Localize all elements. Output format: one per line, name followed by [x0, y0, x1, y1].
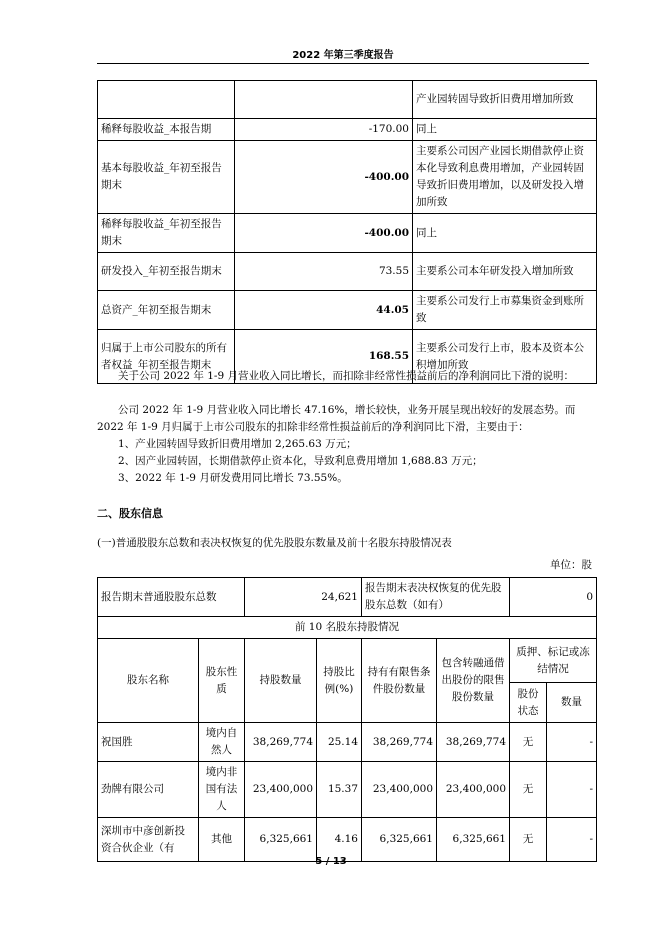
holder-nature: 其他 [199, 818, 245, 862]
header-row [98, 639, 597, 683]
holder-name: 祝国胜 [98, 723, 199, 762]
holder-status: 无 [510, 723, 547, 762]
holder-shares: 23,400,000 [245, 762, 317, 818]
value-cell: -170.00 [235, 119, 413, 141]
holder-status: 无 [510, 818, 547, 862]
table-row [98, 762, 597, 818]
total-holders-value: 24,621 [245, 578, 362, 617]
table-row [98, 119, 597, 141]
col-header-restricted: 持有有限售条件股份数量 [362, 639, 437, 723]
value-cell: 44.05 [235, 291, 413, 330]
section-heading-shareholders: 二、股东信息 [97, 507, 163, 520]
page-number: 5 / 13 [315, 856, 347, 867]
variance-table [97, 80, 597, 384]
col-header-nature: 股东性质 [199, 639, 245, 723]
item-cell: 稀释每股收益_本报告期 [98, 119, 235, 141]
unit-label: 单位：股 [550, 559, 592, 571]
explanation-body: 公司 2022 年 1-9 月营业收入同比增长 47.16%，增长较快，业务开展呈现出较好的发展态势。而 2022 年 1-9 月归属于上市公司股东的扣除非经常性损益前后的净利润同比下滑，主要由于： [97, 404, 576, 433]
holder-ratio: 4.16 [317, 818, 362, 862]
subsection-title: (一)普通股股东总数和表决权恢复的优先股股东数量及前十名股东持股情况表 [97, 537, 452, 549]
holder-restricted: 6,325,661 [362, 818, 437, 862]
value-cell: 73.55 [235, 253, 413, 291]
value-cell: 168.55 [235, 330, 413, 384]
item-cell: 归属于上市公司股东的所有者权益_年初至报告期末 [98, 330, 235, 384]
shareholders-table-body [98, 578, 597, 862]
table-row [98, 291, 597, 330]
explanation-intro: 关于公司 2022 年 1-9 月营业收入同比增长，而扣除非经常性损益前后的净利润同比下滑的说明： [118, 370, 574, 382]
holder-qty: - [547, 723, 597, 762]
top10-title-row [98, 617, 597, 639]
item-cell: 稀释每股收益_年初至报告期末 [98, 214, 235, 253]
col-header-status: 股份状态 [510, 683, 547, 723]
variance-table-body [98, 81, 597, 384]
holder-ratio: 25.14 [317, 723, 362, 762]
holder-qty: - [547, 762, 597, 818]
reason-item-2: 2、因产业园转固，长期借款停止资本化，导致利息费用增加 1,688.83 万元； [118, 455, 483, 467]
item-cell: 总资产_年初至报告期末 [98, 291, 235, 330]
shareholders-table [97, 577, 597, 862]
reason-cell: 同上 [413, 119, 597, 141]
table-row [98, 214, 597, 253]
col-header-ratio: 持股比例(%) [317, 639, 362, 723]
reason-cell: 主要系公司发行上市募集资金到账所致 [413, 291, 597, 330]
table-row [98, 141, 597, 214]
holder-name: 劲牌有限公司 [98, 762, 199, 818]
col-header-pledge: 质押、标记或冻结情况 [510, 639, 597, 683]
value-cell [235, 81, 413, 119]
holder-lent: 23,400,000 [437, 762, 510, 818]
reason-cell: 产业园转固导致折旧费用增加所致 [413, 81, 597, 119]
item-cell: 研发投入_年初至报告期末 [98, 253, 235, 291]
col-header-name: 股东名称 [98, 639, 199, 723]
holder-qty: - [547, 818, 597, 862]
holder-restricted: 23,400,000 [362, 762, 437, 818]
table-row [98, 81, 597, 119]
reason-item-3: 3、2022 年 1-9 月研发费用同比增长 73.55%。 [118, 472, 348, 484]
holder-nature: 境内自然人 [199, 723, 245, 762]
holder-lent: 38,269,774 [437, 723, 510, 762]
holder-status: 无 [510, 762, 547, 818]
item-cell [98, 81, 235, 119]
holder-lent: 6,325,661 [437, 818, 510, 862]
holder-ratio: 15.37 [317, 762, 362, 818]
pref-holders-label: 报告期末表决权恢复的优先股股东总数（如有） [362, 578, 510, 617]
col-header-qty: 数量 [547, 683, 597, 723]
holder-name: 深圳市中彦创新投资合伙企业（有 [98, 818, 199, 862]
summary-row [98, 578, 597, 617]
reason-cell: 主要系公司本年研发投入增加所致 [413, 253, 597, 291]
holder-nature: 境内非国有法人 [199, 762, 245, 818]
reason-cell: 主要系公司发行上市，股本及资本公积增加所致 [413, 330, 597, 384]
col-header-shares: 持股数量 [245, 639, 317, 723]
page-header-title: 2022 年第三季度报告 [292, 50, 394, 61]
reason-item-1: 1、产业园转固导致折旧费用增加 2,265.63 万元； [118, 438, 357, 450]
reason-cell: 主要系公司因产业园长期借款停止资本化导致利息费用增加，产业园转固导致折旧费用增加，以及研发投入增加所致 [413, 141, 597, 214]
holder-restricted: 38,269,774 [362, 723, 437, 762]
top10-title: 前 10 名股东持股情况 [98, 617, 597, 639]
table-row [98, 818, 597, 862]
pref-holders-value: 0 [510, 578, 597, 617]
holder-shares: 38,269,774 [245, 723, 317, 762]
item-cell: 基本每股收益_年初至报告期末 [98, 141, 235, 214]
header-divider [97, 63, 589, 64]
reason-cell: 同上 [413, 214, 597, 253]
table-row [98, 723, 597, 762]
col-header-lent: 包含转融通借出股份的限售股份数量 [437, 639, 510, 723]
value-cell: -400.00 [235, 141, 413, 214]
value-cell: -400.00 [235, 214, 413, 253]
table-row [98, 253, 597, 291]
holder-shares: 6,325,661 [245, 818, 317, 862]
total-holders-label: 报告期末普通股股东总数 [98, 578, 245, 617]
